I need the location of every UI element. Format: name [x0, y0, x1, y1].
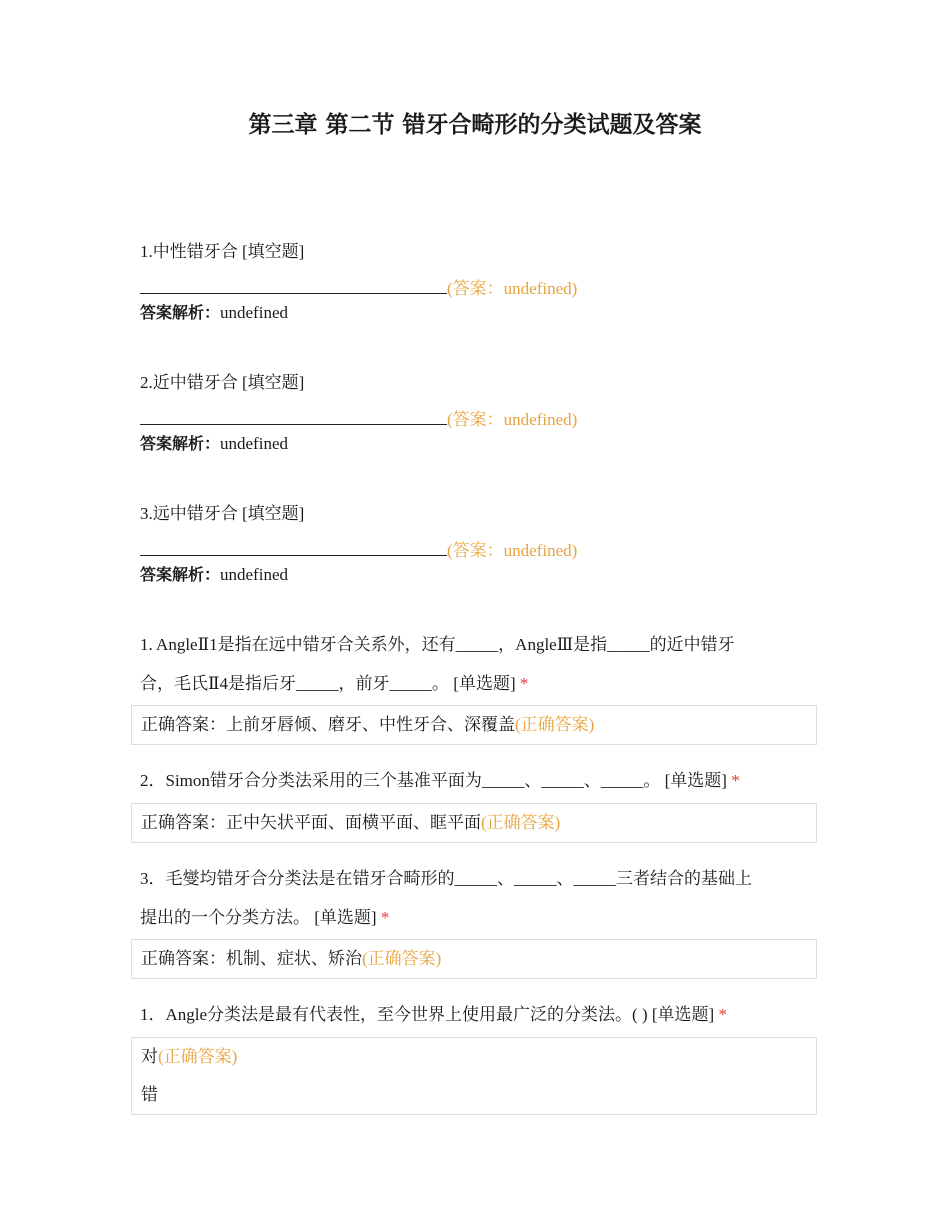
analysis-label: 答案解析： — [140, 434, 221, 453]
answer-box-1 — [131, 705, 817, 745]
choice-question-1-line2 — [140, 669, 528, 694]
required-star: * — [380, 908, 390, 927]
choice-question-1-line1: 1. AngleⅡ1是指在远中错牙合关系外，还有_____，AngleⅢ是指_____的近中错牙 — [140, 635, 735, 654]
analysis-value: undefined — [220, 565, 288, 584]
answer-blank — [140, 541, 447, 556]
answer-value: (答案：undefined) — [447, 279, 578, 298]
analysis-1 — [140, 300, 288, 323]
analysis-2 — [140, 431, 288, 454]
correct-answer-tag: (正确答案) — [362, 949, 442, 968]
question-text: 1．Angle分类法是最有代表性，至今世界上使用最广泛的分类法。( ) [单选题] — [140, 1005, 715, 1024]
option-true — [132, 1038, 816, 1076]
correct-answer-row — [132, 804, 816, 842]
answer-value: (答案：undefined) — [447, 541, 578, 560]
fill-question-1: 1.中性错牙合 [填空题] — [140, 242, 305, 261]
correct-answer-tag: (正确答案) — [158, 1047, 238, 1066]
fill-answer-line-2 — [140, 405, 577, 430]
correct-answer-tag: (正确答案) — [515, 715, 595, 734]
tf-question — [140, 1000, 727, 1025]
answer-box-2 — [131, 803, 817, 843]
answer-value: (答案：undefined) — [447, 410, 578, 429]
required-star: * — [519, 674, 529, 693]
option-label: 对 — [141, 1047, 158, 1066]
correct-answer-text: 正确答案：上前牙唇倾、磨牙、中性牙合、深覆盖 — [141, 715, 515, 734]
correct-answer-text: 正确答案：机制、症状、矫治 — [141, 949, 362, 968]
fill-answer-line-3 — [140, 536, 577, 561]
choice-question-3-line1: 3．毛燮均错牙合分类法是在错牙合畸形的_____、_____、_____三者结合的基础上 — [140, 869, 752, 888]
required-star: * — [718, 1005, 727, 1024]
analysis-3 — [140, 562, 288, 585]
analysis-label: 答案解析： — [140, 565, 221, 584]
question-text: 2．Simon错牙合分类法采用的三个基准平面为_____、_____、_____。 [单选题] — [140, 771, 727, 790]
fill-question-3: 3.远中错牙合 [填空题] — [140, 504, 305, 523]
choice-question-2 — [140, 766, 740, 791]
page-title: 第三章 第二节 错牙合畸形的分类试题及答案 — [248, 112, 702, 138]
option-false — [132, 1076, 816, 1114]
answer-blank — [140, 410, 447, 425]
correct-answer-row — [132, 706, 816, 744]
required-star: * — [731, 771, 740, 790]
question-text: 提出的一个分类方法。 [单选题] — [140, 908, 377, 927]
option-label: 错 — [141, 1085, 158, 1104]
answer-box-3 — [131, 939, 817, 979]
fill-question-2: 2.近中错牙合 [填空题] — [140, 373, 305, 392]
analysis-value: undefined — [220, 303, 288, 322]
options-box — [131, 1037, 817, 1115]
correct-answer-text: 正确答案：正中矢状平面、面横平面、眶平面 — [141, 813, 481, 832]
answer-blank — [140, 279, 447, 294]
question-text: 合，毛氏Ⅱ4是指后牙_____，前牙_____。 [单选题] — [140, 674, 516, 693]
choice-question-3-line2 — [140, 903, 389, 928]
analysis-value: undefined — [220, 434, 288, 453]
analysis-label: 答案解析： — [140, 303, 221, 322]
correct-answer-row — [132, 940, 816, 978]
correct-answer-tag: (正确答案) — [481, 813, 561, 832]
fill-answer-line-1 — [140, 274, 577, 299]
